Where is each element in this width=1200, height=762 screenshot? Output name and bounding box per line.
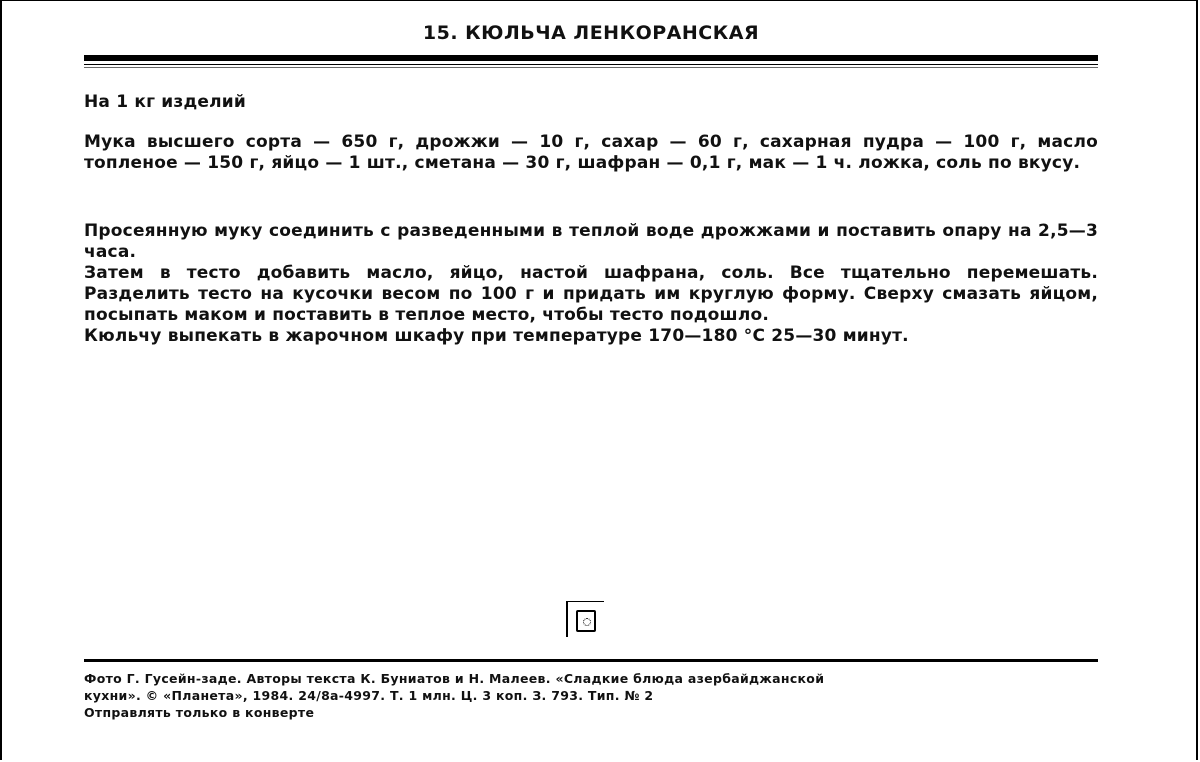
yield-subheader: На 1 кг изделий xyxy=(84,92,247,112)
instruction-paragraph: Кюльчу выпекать в жарочном шкафу при температуре 170—180 °С 25—30 минут. xyxy=(84,326,909,346)
footer-rule xyxy=(84,659,1098,662)
recipe-title: 15. КЮЛЬЧА ЛЕНКОРАНСКАЯ xyxy=(422,22,760,44)
instruction-paragraph: Затем в тесто добавить масло, яйцо, настой шафрана, соль. Все тщательно перемешать. Разделить тесто на кусочки весом по 100 г и придать им круглую форму. Сверху смазать яйцом, посыпать маком и поставить в теплое место, чтобы тесто подошло. xyxy=(84,263,1098,325)
title-rule-thick xyxy=(84,55,1098,61)
instruction-paragraph: Просеянную муку соединить с разведенными в теплой воде дрожжами и поставить опару на 2,5—3 часа. xyxy=(84,221,1098,262)
title-rule-thin xyxy=(84,64,1098,65)
emblem-frame xyxy=(576,610,596,632)
mailing-note: Отправлять только в конверте xyxy=(84,705,315,720)
imprint-footer xyxy=(84,670,1098,721)
emblem-dot xyxy=(583,618,591,626)
title-rule-thin-secondary xyxy=(84,67,1098,68)
instructions-block xyxy=(84,221,1098,347)
imprint-line: Фото Г. Гусейн-заде. Авторы текста К. Буниатов и Н. Малеев. «Сладкие блюда азербайджанской xyxy=(84,671,825,686)
ingredients-paragraph: Мука высшего сорта — 650 г, дрожжи — 10 г, сахар — 60 г, сахарная пудра — 100 г, масло топленое — 150 г, яйцо — 1 шт., сметана — 30 г, шафран — 0,1 г, мак — 1 ч. ложка, соль по вкусу. xyxy=(84,132,1098,173)
publisher-emblem-icon xyxy=(566,601,604,637)
imprint-line: кухни». © «Планета», 1984. 24/8а-4997. Т. 1 млн. Ц. 3 коп. З. 793. Тип. № 2 xyxy=(84,688,654,703)
